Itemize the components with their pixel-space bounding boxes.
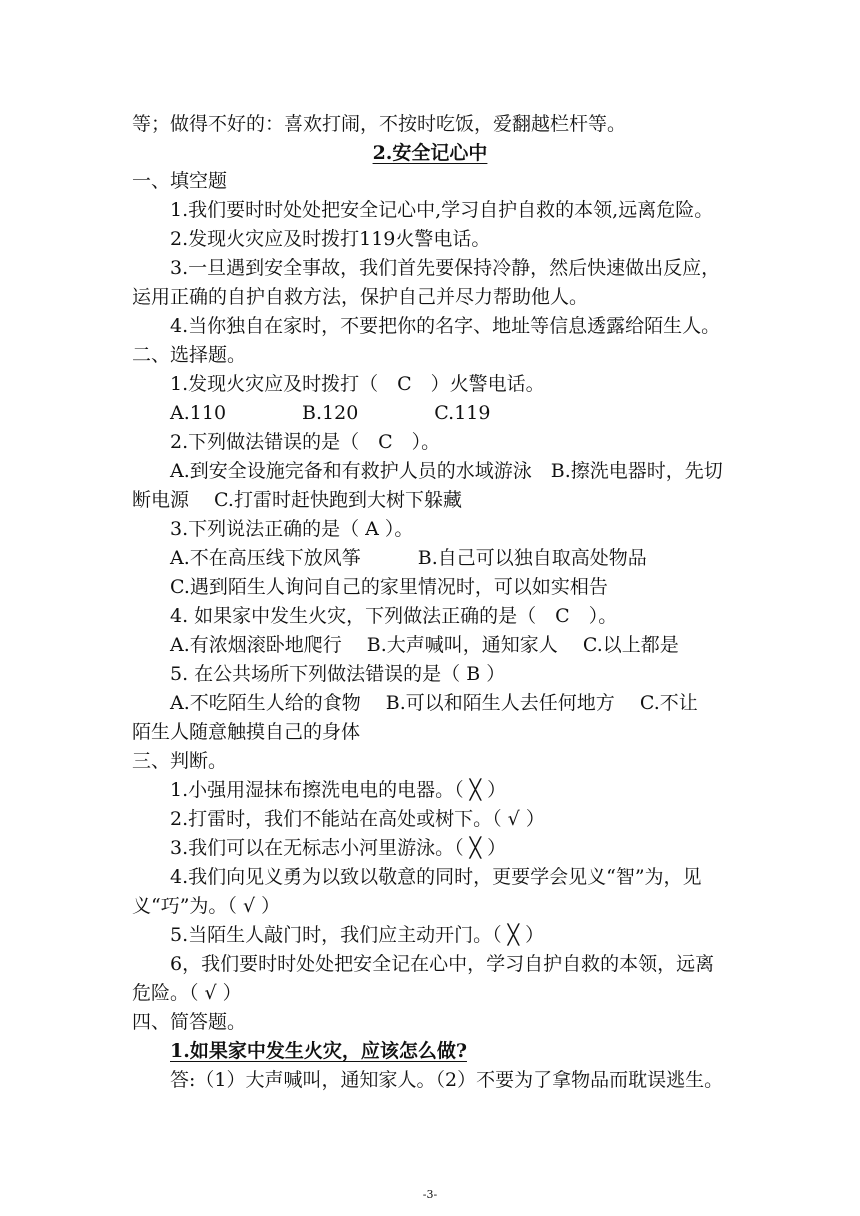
text-line: 断电源 C.打雷时赶快跑到大树下躲藏 <box>132 489 462 511</box>
text-line: 三、判断。 <box>132 750 228 772</box>
text-line: 1.发现火灾应及时拨打（ C ）火警电话。 <box>170 373 545 395</box>
text-line: 等；做得不好的：喜欢打闹，不按时吃饭，爱翻越栏杆等。 <box>132 113 627 135</box>
text-line: A.110 B.120 C.119 <box>170 402 491 424</box>
text-line: 2.安全记心中 <box>372 142 488 164</box>
text-line: 1.我们要时时处处把安全记心中,学习自护自救的本领,远离危险。 <box>170 199 714 221</box>
text-line: 2.发现火灾应及时拨打119火警电话。 <box>170 228 491 250</box>
text-line: 3.一旦遇到安全事故，我们首先要保持冷静，然后快速做出反应， <box>170 257 721 279</box>
text-line: 5.当陌生人敲门时，我们应主动开门。（ ╳ ） <box>170 924 545 946</box>
text-line: 危险。（ √ ） <box>132 982 242 1004</box>
text-line: 1.如果家中发生火灾，应该怎么做? <box>170 1040 467 1062</box>
page-number: -3- <box>422 1188 438 1201</box>
text-line: 运用正确的自护自救方法，保护自己并尽力帮助他人。 <box>132 286 589 308</box>
text-line: 3.我们可以在无标志小河里游泳。（ ╳ ） <box>170 837 507 859</box>
text-line: C.遇到陌生人询问自己的家里情况时，可以如实相告 <box>170 576 608 598</box>
text-line: 4. 如果家中发生火灾，下列做法正确的是（ C ）。 <box>170 605 618 627</box>
text-line: 四、简答题。 <box>132 1011 247 1033</box>
text-line: 1.小强用湿抹布擦洗电电的电器。（ ╳ ） <box>170 779 507 801</box>
text-line: 陌生人随意触摸自己的身体 <box>132 721 361 743</box>
text-line: 6，我们要时时处处把安全记在心中，学习自护自救的本领，远离 <box>170 953 715 975</box>
text-line: 5. 在公共场所下列做法错误的是（ B ） <box>170 663 506 685</box>
text-line: A.不吃陌生人给的食物 B.可以和陌生人去任何地方 C.不让 <box>170 692 698 714</box>
text-line: A.到安全设施完备和有救护人员的水域游泳 B.擦洗电器时，先切 <box>170 460 723 482</box>
text-line: 义“巧”为。（ √ ） <box>132 895 281 917</box>
text-line: 2.下列做法错误的是（ C ）。 <box>170 431 441 453</box>
text-line: 2.打雷时，我们不能站在高处或树下。（ √ ） <box>170 808 545 830</box>
text-line: 一、填空题 <box>132 170 228 192</box>
text-line: A.不在高压线下放风筝 B.自己可以独自取高处物品 <box>170 547 647 569</box>
text-line: 答:（1）大声喊叫，通知家人。（2）不要为了拿物品而耽误逃生。 <box>170 1069 724 1091</box>
text-line: 3.下列说法正确的是（ A ）。 <box>170 518 414 540</box>
text-line: A.有浓烟滚卧地爬行 B.大声喊叫，通知家人 C.以上都是 <box>170 634 679 656</box>
text-line: 4.我们向见义勇为以致以敬意的同时，更要学会见义“智”为，见 <box>170 866 702 888</box>
text-line: 4.当你独自在家时，不要把你的名字、地址等信息透露给陌生人。 <box>170 315 721 337</box>
text-line: 二、选择题。 <box>132 344 247 366</box>
